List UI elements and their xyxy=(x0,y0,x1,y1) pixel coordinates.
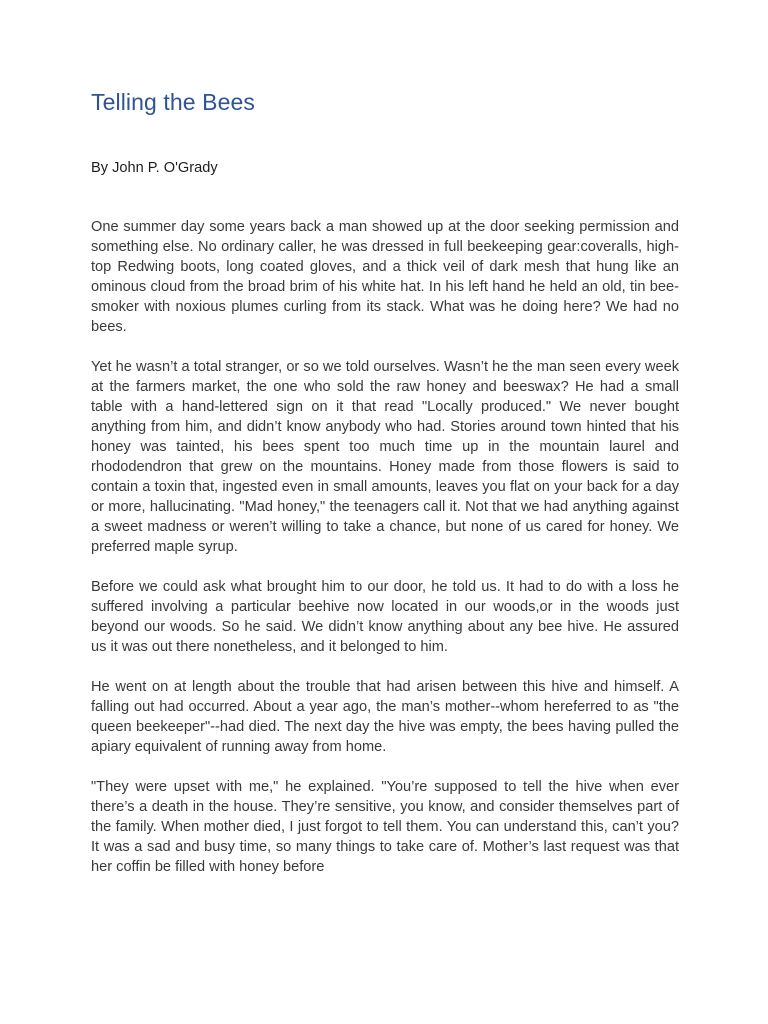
document-body xyxy=(91,217,679,897)
paragraph: "They were upset with me," he explained. "You’re supposed to tell the hive when ever there’s a death in the house. They’re sensitive, you know, and consider themselves part of the family. When mother died, I just forgot to tell them. You can understand this, can’t you? It was a sad and busy time, so many things to take care of. Mother’s last request was that her coffin be filled with honey before xyxy=(91,779,679,875)
author-byline: By John P. O'Grady xyxy=(91,160,218,176)
document-title: Telling the Bees xyxy=(91,89,255,115)
paragraph: One summer day some years back a man showed up at the door seeking permission and something else. No ordinary caller, he was dressed in full beekeeping gear:coveralls, high-top Redwing boots, long coated gloves, and a thick veil of dark mesh that hung like an ominous cloud from the broad brim of his white hat. In his left hand he held an old, tin bee-smoker with noxious plumes curling from its stack. What was he doing here? We had no bees. xyxy=(91,219,679,335)
paragraph: Yet he wasn’t a total stranger, or so we told ourselves. Wasn’t he the man seen every week at the farmers market, the one who sold the raw honey and beeswax? He had a small table with a hand-lettered sign on it that read "Locally produced." We never bought anything from him, and didn’t know anybody who had. Stories around town hinted that his honey was tainted, his bees spent too much time up in the mountain laurel and rhododendron that grew on the mountains. Honey made from those flowers is said to contain a toxin that, ingested even in small amounts, leaves you flat on your back for a day or more, hallucinating. "Mad honey," the teenagers call it. Not that we had anything against a sweet madness or weren’t willing to take a chance, but none of us cared for honey. We preferred maple syrup. xyxy=(91,359,679,555)
paragraph: He went on at length about the trouble that had arisen between this hive and himself. A falling out had occurred. About a year ago, the man’s mother--whom hereferred to as "the queen beekeeper"--had died. The next day the hive was empty, the bees having pulled the apiary equivalent of running away from home. xyxy=(91,679,679,755)
paragraph: Before we could ask what brought him to our door, he told us. It had to do with a loss he suffered involving a particular beehive now located in our woods,or in the woods just beyond our woods. So he said. We didn’t know anything about any bee hive. He assured us it was out there nonetheless, and it belonged to him. xyxy=(91,579,679,655)
